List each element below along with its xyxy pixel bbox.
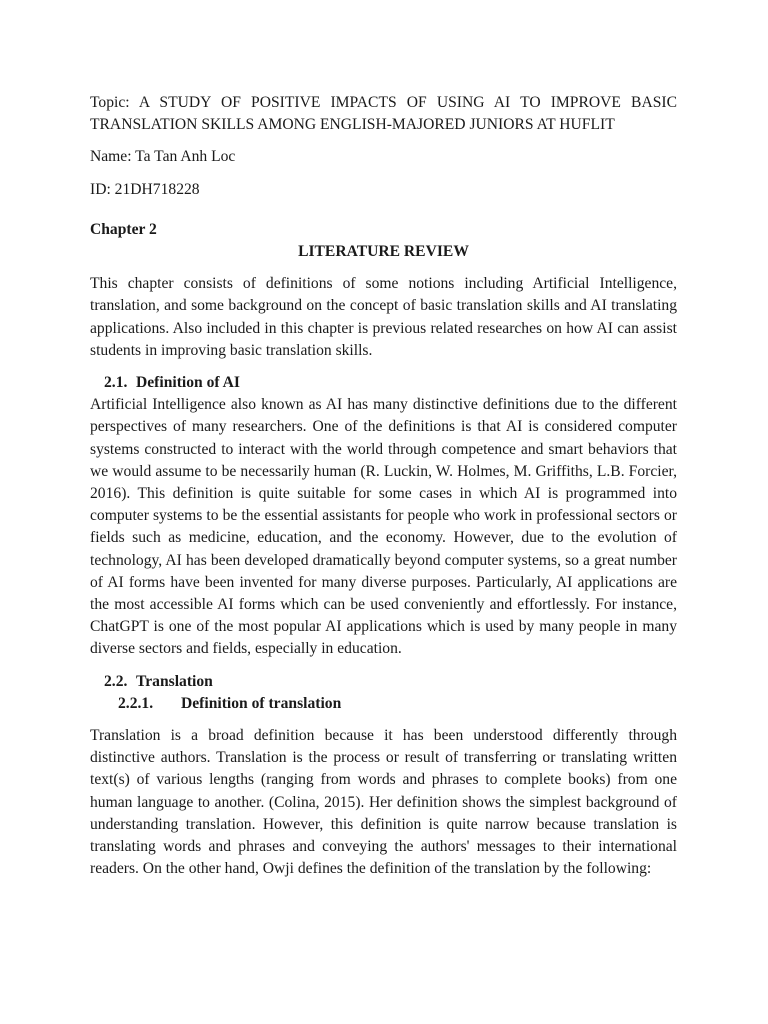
section-heading-2-2 <box>90 671 677 693</box>
chapter-intro-paragraph: This chapter consists of definitions of some notions including Artificial Intelligence, translation, and some background on the concept of basic translation skills and AI translating applications. Also included in this chapter is previous related researches on how AI can assist students in improving basic translation skills. <box>90 275 677 359</box>
chapter-label: Chapter 2 <box>90 220 157 238</box>
section-title: Translation <box>136 672 213 690</box>
author-name: Name: Ta Tan Anh Loc <box>90 148 236 166</box>
section-title: Definition of AI <box>136 374 240 392</box>
subsection-heading-2-2-1 <box>90 693 677 715</box>
subsection-title: Definition of translation <box>181 694 342 712</box>
topic-line: Topic: A STUDY OF POSITIVE IMPACTS OF USING AI TO IMPROVE BASIC TRANSLATION SKILLS AMONG ENGLISH-MAJORED JUNIORS AT HUFLIT <box>90 94 677 134</box>
student-id: ID: 21DH718228 <box>90 180 200 198</box>
section-number: 2.2. <box>104 672 128 690</box>
document-page <box>90 92 677 891</box>
chapter-title: LITERATURE REVIEW <box>298 243 469 261</box>
definition-of-ai-paragraph: Artificial Intelligence also known as AI has many distinctive definitions due to the different perspectives of many researchers. One of the definitions is that AI is considered computer systems constructed to interact with the world through competence and smart behaviors that we would assume to be necessarily human (R. Luckin, W. Holmes, M. Griffiths, L.B. Forcier, 2016). This definition is quite suitable for some cases in which AI is programmed into computer systems to be the essential assistants for people who work in professional sectors or fields such as medicine, education, and the economy. However, due to the evolution of technology, AI has been developed dramatically beyond computer systems, so a great number of AI forms have been invented for many diverse purposes. Particularly, AI applications are the most accessible AI forms which can be used conveniently and effortlessly. For instance, ChatGPT is one of the most popular AI applications which is used by many people in many diverse sectors and fields, especially in education. <box>90 396 677 658</box>
definition-of-translation-paragraph: Translation is a broad definition because it has been understood differently through distinctive authors. Translation is the process or result of transferring or translating written text(s) of various lengths (ranging from words and phrases to complete books) from one human language to another. (Colina, 2015). Her definition shows the simplest background of understanding translation. However, this definition is quite narrow because translation is translating words and phrases and conveying the authors' messages to their international readers. On the other hand, Owji defines the definition of the translation by the following: <box>90 727 677 878</box>
section-heading-2-1 <box>90 372 677 394</box>
section-number: 2.1. <box>104 374 128 392</box>
subsection-number: 2.2.1. <box>118 694 154 712</box>
